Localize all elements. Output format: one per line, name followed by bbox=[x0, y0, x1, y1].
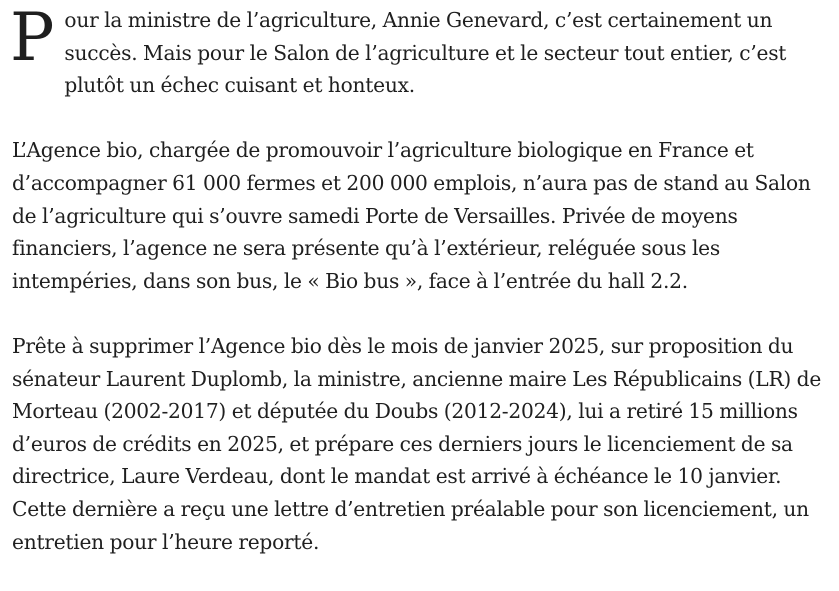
paragraph-ministre: Prête à supprimer l’Agence bio dès le mois de janvier 2025, sur proposition du sénateur Laurent Duplomb, la ministre, ancienne maire Les Républicains (LR) de Morteau (2002-2017) et députée du Doubs (2012-2024), lui a retiré 15 millions d’euros de crédits en 2025, et prépare ces derniers jours le licenciement de sa directrice, Laure Verdeau, dont le mandat est arrivé à échéance le 10 janvier. Cette dernière a reçu une lettre d’entretien préalable pour son licenciement, un entretien pour l’heure reporté. bbox=[12, 333, 822, 554]
paragraph-intro bbox=[10, 0, 836, 102]
paragraph-agence-bio: L’Agence bio, chargée de promouvoir l’agriculture biologique en France et d’accompagner 61 000 fermes et 200 000 emplois, n’aura pas de stand au Salon de l’agriculture qui s’ouvre samedi Porte de Versailles. Privée de moyens financiers, l’agence ne sera présente qu’à l’extérieur, reléguée sous les intempéries, dans son bus, le « Bio bus », face à l’entrée du hall 2.2. bbox=[12, 138, 811, 293]
drop-cap: P bbox=[10, 0, 55, 76]
article-body bbox=[10, 0, 836, 591]
paragraph-intro-text: our la ministre de l’agriculture, Annie Genevard, c’est certainement un succès. Mais pour le Salon de l’agriculture et le secteur tout entier, c’est plutôt un échec cuisant et honteux. bbox=[64, 8, 787, 98]
